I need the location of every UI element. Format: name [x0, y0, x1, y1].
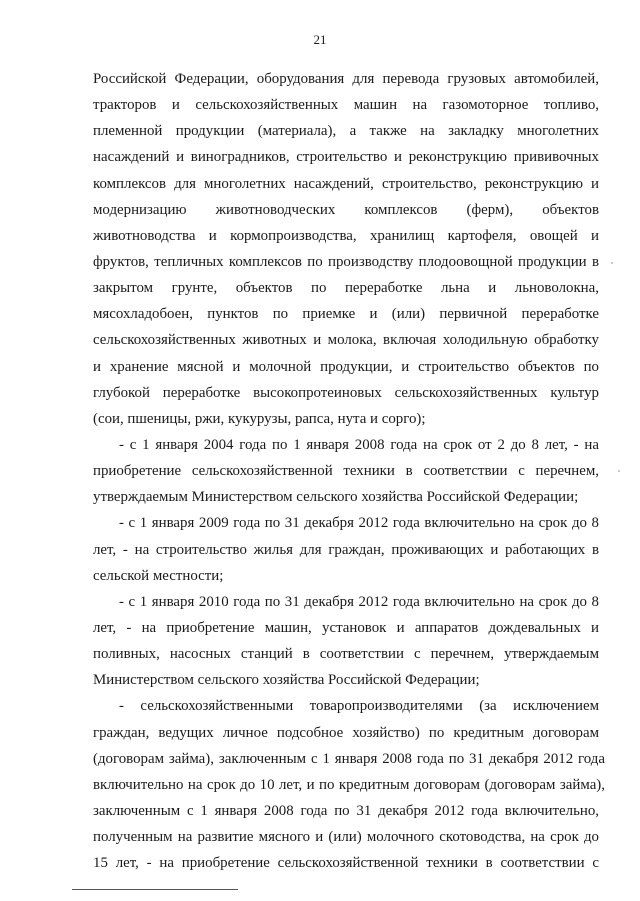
list-item-line: - с 1 января 2009 года по 31 декабря 2012 года включительно на срок до 8: [119, 515, 599, 532]
footer-rule: [72, 889, 238, 890]
text-line: насаждений и виноградников, строительство и реконструкцию прививочных: [93, 149, 599, 166]
text-line: закрытом грунте, объектов по переработке льна и льноволокна,: [93, 280, 599, 297]
scan-speck: [611, 262, 613, 264]
text-line: 15 лет, - на приобретение сельскохозяйственной техники в соответствии с: [93, 855, 599, 872]
text-line: лет, - на строительство жилья для граждан, проживающих и работающих в: [93, 541, 599, 558]
list-item-line: - с 1 января 2010 года по 31 декабря 2012 года включительно на срок до 8: [119, 593, 599, 610]
text-line: сельской местности;: [93, 567, 224, 584]
text-line: (сои, пшеницы, ржи, кукурузы, рапса, нута и сорго);: [93, 410, 426, 427]
text-line: полученным на развитие мясного и (или) молочного скотоводства, на срок до: [93, 829, 599, 846]
text-line: комплексов для многолетних насаждений, строительство, реконструкцию и: [93, 175, 599, 192]
text-line: и хранение мясной и молочной продукции, и строительство объектов по: [93, 358, 599, 375]
text-line: граждан, ведущих личное подсобное хозяйство) по кредитным договорам: [93, 724, 599, 741]
list-item-line: - сельскохозяйственными товаропроизводителями (за исключением: [119, 698, 599, 715]
scan-speck: [618, 470, 620, 472]
text-line: глубокой переработке высокопротеиновых сельскохозяйственных культур: [93, 384, 599, 401]
text-line: фруктов, тепличных комплексов по производству плодоовощной продукции в: [93, 253, 599, 270]
text-line: животноводства и кормопроизводства, хранилищ картофеля, овощей и: [93, 227, 599, 244]
text-line: Министерством сельского хозяйства Российской Федерации;: [93, 672, 480, 689]
text-line: включительно на срок до 10 лет, и по кредитным договорам (договорам займа),: [93, 776, 605, 793]
text-line: заключенным с 1 января 2008 года по 31 декабря 2012 года включительно,: [93, 802, 599, 819]
text-line: тракторов и сельскохозяйственных машин на газомоторное топливо,: [93, 97, 599, 114]
text-line: лет, - на приобретение машин, установок и аппаратов дождевальных и: [93, 619, 599, 636]
text-line: утверждаемым Министерством сельского хозяйства Российской Федерации;: [93, 489, 579, 506]
text-line: мясохладобоен, пунктов по приемке и (или) первичной переработке: [93, 306, 599, 323]
text-line: поливных, насосных станций в соответствии с перечнем, утверждаемым: [93, 646, 599, 663]
text-line: (договорам займа), заключенным с 1 января 2008 года по 31 декабря 2012 года: [93, 750, 605, 767]
list-item-line: - с 1 января 2004 года по 1 января 2008 года на срок от 2 до 8 лет, - на: [119, 436, 599, 453]
text-line: модернизацию животноводческих комплексов (ферм), объектов: [93, 201, 599, 218]
text-line: Российской Федерации, оборудования для перевода грузовых автомобилей,: [93, 71, 599, 87]
page-number: 21: [313, 32, 327, 47]
text-line: приобретение сельскохозяйственной техники в соответствии с перечнем,: [93, 463, 599, 480]
text-line: племенной продукции (материала), а также на закладку многолетних: [93, 123, 599, 140]
document-body: [93, 66, 605, 876]
text-line: сельскохозяйственных животных и молока, включая холодильную обработку: [93, 332, 599, 349]
